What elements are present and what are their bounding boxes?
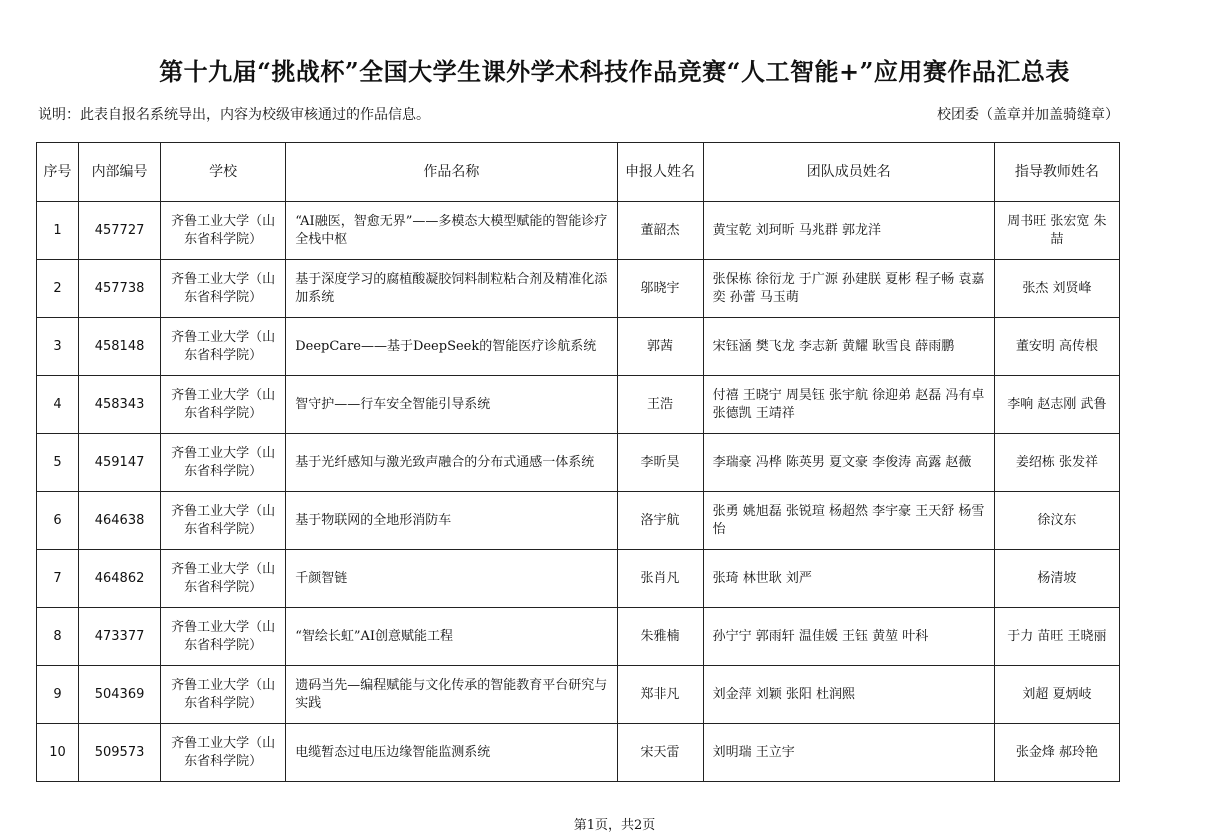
row-applicant: 朱雅楠: [617, 608, 703, 666]
row-school: 齐鲁工业大学（山东省科学院）: [161, 202, 286, 260]
row-no: 2: [37, 260, 79, 318]
row-no: 3: [37, 318, 79, 376]
row-members: 李瑞豪 冯桦 陈英男 夏文豪 李俊涛 高露 赵薇: [703, 434, 994, 492]
column-header-members: 团队成员姓名: [703, 143, 994, 202]
row-id: 464638: [79, 492, 161, 550]
row-project: 基于光纤感知与激光致声融合的分布式通感一体系统: [286, 434, 617, 492]
row-school: 齐鲁工业大学（山东省科学院）: [161, 608, 286, 666]
row-no: 1: [37, 202, 79, 260]
row-project: “AI融医，智愈无界”——多模态大模型赋能的智能诊疗全栈中枢: [286, 202, 617, 260]
row-advisors: 于力 苗旺 王晓丽: [994, 608, 1119, 666]
row-applicant: 王浩: [617, 376, 703, 434]
row-no: 4: [37, 376, 79, 434]
row-project: 基于深度学习的腐植酸凝胶饲料制粒粘合剂及精准化添加系统: [286, 260, 617, 318]
row-members: 孙宁宁 郭雨轩 温佳媛 王钰 黄堃 叶科: [703, 608, 994, 666]
table-row: [37, 724, 1120, 782]
row-advisors: 徐汶东: [994, 492, 1119, 550]
table-row: [37, 260, 1120, 318]
row-members: 张琦 林世耿 刘严: [703, 550, 994, 608]
row-no: 7: [37, 550, 79, 608]
page-title: 第十九届“挑战杯”全国大学生课外学术科技作品竞赛“人工智能+”应用赛作品汇总表: [159, 57, 1070, 86]
row-id: 464862: [79, 550, 161, 608]
row-id: 458343: [79, 376, 161, 434]
table-row: [37, 376, 1120, 434]
row-project: 千颜智链: [286, 550, 617, 608]
column-header-no: 序号: [37, 143, 79, 202]
table-header-row: [37, 143, 1120, 202]
table-row: [37, 434, 1120, 492]
row-advisors: 董安明 高传根: [994, 318, 1119, 376]
row-project: 遗码当先—编程赋能与文化传承的智能教育平台研究与实践: [286, 666, 617, 724]
row-no: 10: [37, 724, 79, 782]
row-id: 504369: [79, 666, 161, 724]
column-header-id: 内部编号: [79, 143, 161, 202]
table-row: [37, 492, 1120, 550]
row-school: 齐鲁工业大学（山东省科学院）: [161, 492, 286, 550]
row-applicant: 洛宇航: [617, 492, 703, 550]
table-row: [37, 666, 1120, 724]
row-members: 刘明瑞 王立宇: [703, 724, 994, 782]
column-header-project: 作品名称: [286, 143, 617, 202]
row-advisors: 周书旺 张宏宽 朱喆: [994, 202, 1119, 260]
summary-table: [36, 142, 1120, 782]
row-no: 5: [37, 434, 79, 492]
row-id: 457738: [79, 260, 161, 318]
row-school: 齐鲁工业大学（山东省科学院）: [161, 550, 286, 608]
row-applicant: 郭茜: [617, 318, 703, 376]
row-applicant: 宋天雷: [617, 724, 703, 782]
row-school: 齐鲁工业大学（山东省科学院）: [161, 434, 286, 492]
row-advisors: 张杰 刘贤峰: [994, 260, 1119, 318]
row-advisors: 刘超 夏炳岐: [994, 666, 1119, 724]
row-project: 电缆暂态过电压边缘智能监测系统: [286, 724, 617, 782]
row-school: 齐鲁工业大学（山东省科学院）: [161, 260, 286, 318]
row-no: 9: [37, 666, 79, 724]
row-project: 智守护——行车安全智能引导系统: [286, 376, 617, 434]
row-members: 黄宝乾 刘珂昕 马兆群 郭龙洋: [703, 202, 994, 260]
row-applicant: 郑非凡: [617, 666, 703, 724]
row-advisors: 张金烽 郝玲艳: [994, 724, 1119, 782]
row-id: 459147: [79, 434, 161, 492]
row-members: 刘金萍 刘颖 张阳 杜润熙: [703, 666, 994, 724]
row-advisors: 李响 赵志刚 武鲁: [994, 376, 1119, 434]
row-members: 张勇 姚旭磊 张锐瑄 杨超然 李宇豪 王天舒 杨雪怡: [703, 492, 994, 550]
row-applicant: 李昕昊: [617, 434, 703, 492]
row-school: 齐鲁工业大学（山东省科学院）: [161, 724, 286, 782]
row-members: 付禧 王晓宁 周昊钰 张宇航 徐迎弟 赵磊 冯有卓 张德凯 王靖祥: [703, 376, 994, 434]
row-id: 473377: [79, 608, 161, 666]
row-members: 张保栋 徐衍龙 于广源 孙建朕 夏彬 程子畅 袁嘉奕 孙蕾 马玉萌: [703, 260, 994, 318]
row-members: 宋钰涵 樊飞龙 李志新 黄耀 耿雪良 薛雨鹏: [703, 318, 994, 376]
row-id: 457727: [79, 202, 161, 260]
column-header-school: 学校: [161, 143, 286, 202]
row-project: 基于物联网的全地形消防车: [286, 492, 617, 550]
table-row: [37, 202, 1120, 260]
row-school: 齐鲁工业大学（山东省科学院）: [161, 376, 286, 434]
row-no: 8: [37, 608, 79, 666]
row-applicant: 张肖凡: [617, 550, 703, 608]
row-project: DeepCare——基于DeepSeek的智能医疗诊航系统: [286, 318, 617, 376]
table-row: [37, 318, 1120, 376]
row-advisors: 姜绍栋 张发祥: [994, 434, 1119, 492]
column-header-applicant: 申报人姓名: [617, 143, 703, 202]
table-row: [37, 608, 1120, 666]
row-id: 509573: [79, 724, 161, 782]
page-footer: 第1页，共2页: [573, 818, 656, 833]
row-applicant: 邬晓宇: [617, 260, 703, 318]
row-advisors: 杨清坡: [994, 550, 1119, 608]
table-row: [37, 550, 1120, 608]
column-header-advisors: 指导教师姓名: [994, 143, 1119, 202]
row-id: 458148: [79, 318, 161, 376]
explanation-note: 说明：此表自报名系统导出，内容为校级审核通过的作品信息。: [38, 107, 430, 123]
row-school: 齐鲁工业大学（山东省科学院）: [161, 318, 286, 376]
row-no: 6: [37, 492, 79, 550]
row-applicant: 董韶杰: [617, 202, 703, 260]
stamp-note: 校团委（盖章并加盖骑缝章）: [937, 107, 1119, 123]
row-school: 齐鲁工业大学（山东省科学院）: [161, 666, 286, 724]
row-project: “智绘长虹”AI创意赋能工程: [286, 608, 617, 666]
